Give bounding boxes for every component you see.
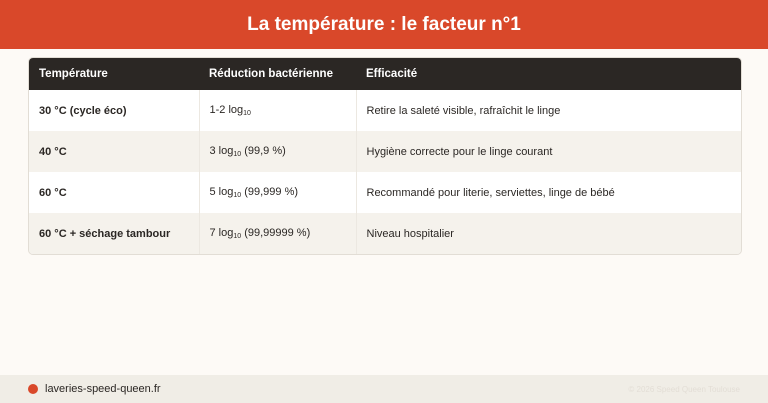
cell-reduction: 7 $\log_{10} (99,99999$ %) — [199, 213, 356, 254]
page-title: La température : le facteur n°1 — [247, 13, 521, 35]
cell-efficacite: Hygiène correcte pour le linge courant — [356, 131, 741, 172]
page-header — [0, 0, 768, 49]
table-row — [29, 90, 741, 131]
footer-brand — [28, 383, 161, 395]
temperature-table — [28, 57, 742, 255]
cell-efficacite: Recommandé pour literie, serviettes, linge de bébé — [356, 172, 741, 213]
table-row — [29, 131, 741, 172]
brand-dot-icon — [28, 384, 38, 394]
column-header-efficacite: Efficacité — [366, 68, 418, 80]
column-header-reduction: Réduction bactérienne — [209, 68, 333, 80]
brand-domain: laveries-speed-queen.fr — [45, 383, 161, 395]
cell-temperature: 60 °C + séchage tambour — [39, 227, 171, 240]
cell-reduction: 3 $\log_{10} (99,9$ %) — [199, 131, 356, 172]
page-footer — [0, 375, 768, 403]
cell-efficacite: Niveau hospitalier — [356, 213, 741, 254]
cell-temperature: 30 °C (cycle éco) — [39, 104, 127, 117]
cell-temperature: 60 °C — [39, 186, 67, 199]
table-row — [29, 213, 741, 254]
copyright-text: © 2026 Speed Queen Toulouse — [628, 384, 740, 394]
cell-temperature: 40 °C — [39, 145, 67, 158]
table-row — [29, 172, 741, 213]
cell-efficacite: Retire la saleté visible, rafraîchit le linge — [356, 90, 741, 131]
cell-reduction: 5 $\log_{10} (99,999$ %) — [199, 172, 356, 213]
table-header-row — [29, 58, 741, 90]
column-header-temperature: Température — [39, 68, 108, 80]
cell-reduction: 1-2 $\log_{10}$ — [199, 90, 356, 131]
